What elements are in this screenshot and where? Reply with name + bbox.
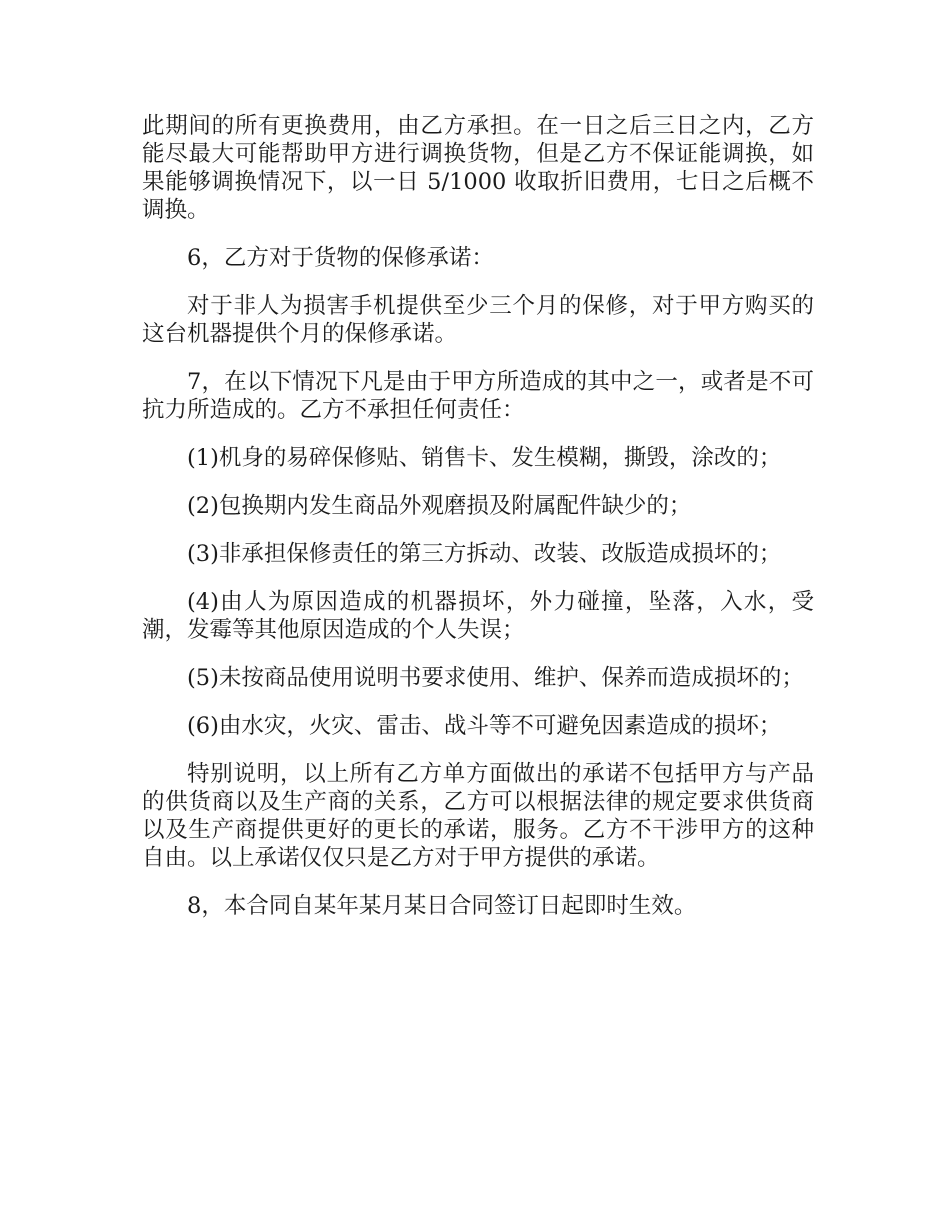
clause-7-heading: 7，在以下情况下凡是由于甲方所造成的其中之一，或者是不可抗力所造成的。乙方不承担任何责任： — [142, 369, 814, 423]
clause-8-effective-date: 8，本合同自某年某月某日合同签订日起即时生效。 — [187, 893, 697, 919]
exclusion-item-4: (4)由人为原因造成的机器损坏，外力碰撞，坠落，入水，受潮，发霉等其他原因造成的个人失误； — [142, 589, 814, 643]
paragraph-exchange-fees: 此期间的所有更换费用，由乙方承担。在一日之后三日之内，乙方能尽最大可能帮助甲方进行调换货物，但是乙方不保证能调换，如果能够调换情况下，以一日 5/1000 收取折旧费用，七日之后概不调换。 — [142, 113, 814, 223]
paragraph-warranty-terms: 对于非人为损害手机提供至少三个月的保修，对于甲方购买的这台机器提供个月的保修承诺。 — [142, 293, 814, 347]
document-body — [142, 112, 814, 940]
exclusion-item-2: (2)包换期内发生商品外观磨损及附属配件缺少的； — [187, 493, 692, 519]
exclusion-item-6: (6)由水灾，火灾、雷击、战斗等不可避免因素造成的损坏； — [187, 713, 782, 739]
clause-6-heading: 6，乙方对于货物的保修承诺： — [187, 245, 494, 271]
exclusion-item-5: (5)未按商品使用说明书要求使用、维护、保养而造成损坏的； — [187, 665, 804, 691]
exclusion-item-3: (3)非承担保修责任的第三方拆动、改装、改版造成损坏的； — [187, 541, 782, 567]
exclusion-item-1: (1)机身的易碎保修贴、销售卡、发生模糊，撕毁，涂改的； — [187, 445, 782, 471]
special-note-paragraph: 特别说明，以上所有乙方单方面做出的承诺不包括甲方与产品的供货商以及生产商的关系，乙方可以根据法律的规定要求供货商以及生产商提供更好的更长的承诺，服务。乙方不干涉甲方的这种自由。以上承诺仅仅只是乙方对于甲方提供的承诺。 — [142, 761, 814, 871]
